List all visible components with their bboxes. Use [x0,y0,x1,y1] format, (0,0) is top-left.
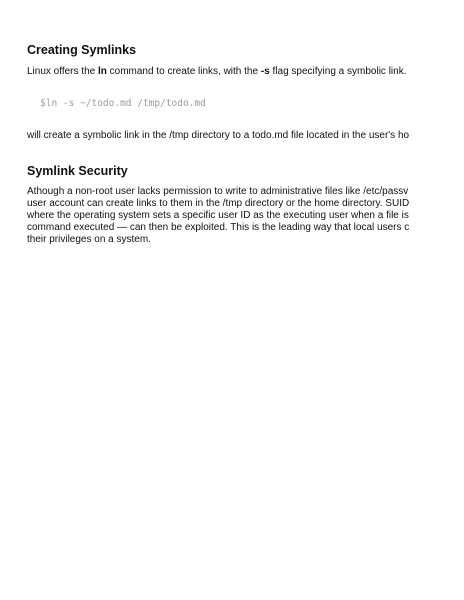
security-line: Athough a non-root user lacks permission to write to administrative files like /etc/passv [27,186,409,197]
security-paragraph [27,186,409,246]
intro-prefix-text: Linux offers the [27,66,98,77]
intro-suffix-text: flag specifying a symbolic link. [269,66,407,77]
code-snippet: $ln -s ~/todo.md /tmp/todo.md [40,98,206,109]
security-line: their privileges on a system. [27,234,151,245]
ln-command-text: ln [97,66,107,77]
after-code-paragraph: will create a symbolic link in the /tmp directory to a todo.md file located in the user's ho [27,130,410,141]
security-line: where the operating system sets a specific user ID as the executing user when a file is [27,210,409,221]
intro-paragraph [27,66,406,78]
heading-symlink-security: Symlink Security [27,164,128,178]
security-line: user account can create links to them in the /tmp directory or the home directory. SUID [27,198,410,209]
security-line: command executed — can then be exploited. This is the leading way that local users c [27,222,410,233]
heading-creating-symlinks: Creating Symlinks [27,43,137,57]
s-flag-text: -s [260,66,270,77]
intro-mid-text: command to create links, with the [106,66,261,77]
